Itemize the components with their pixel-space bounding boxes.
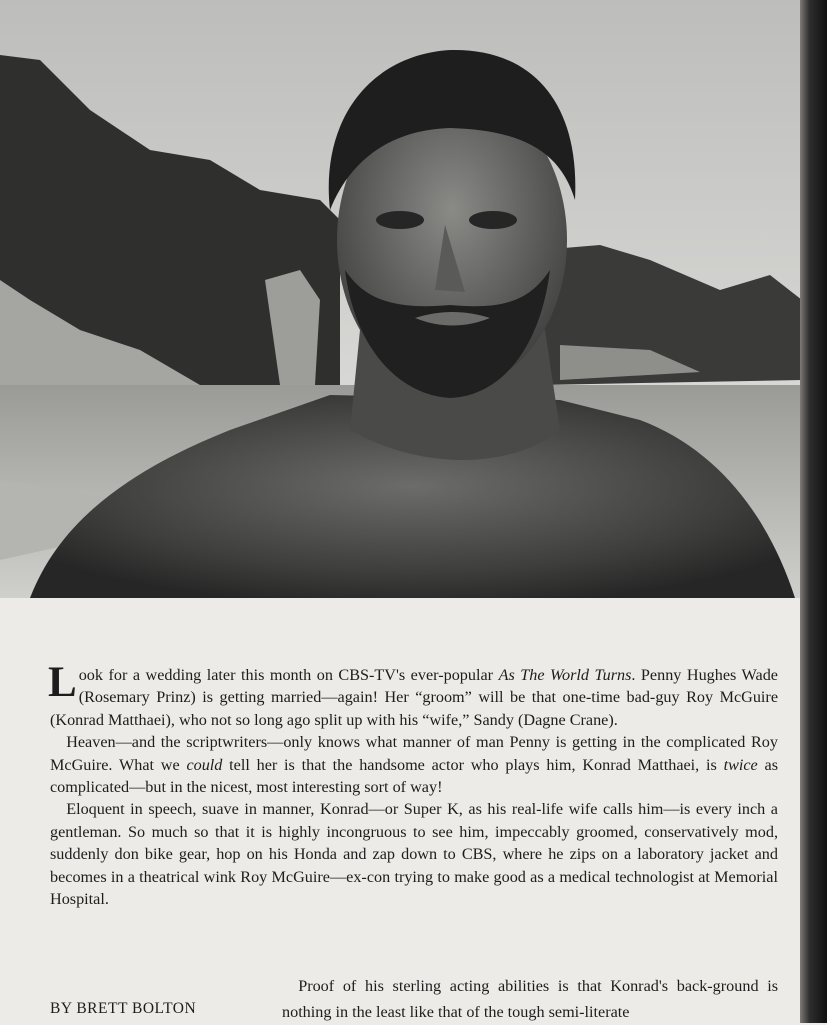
- paragraph-3: [50, 798, 778, 910]
- paragraph-2: [50, 731, 778, 798]
- article-body: [48, 659, 779, 910]
- page-gutter: [800, 0, 827, 1023]
- paragraph-1: [48, 659, 778, 731]
- p1-text-b: . Penny Hughes Wade (Rosemary Prinz) is getting married—again! Her “groom” will be that one-time bad-guy Roy McGuire (Konrad Matthaei), who not so long ago split up with his “wife,” Sandy (Dagne Crane).: [50, 666, 778, 729]
- tail-text: Proof of his sterling acting abilities is that Konrad's back-ground is nothing in the least like that of the tough semi-literate: [282, 977, 778, 1021]
- byline: BY BRETT BOLTON: [50, 1000, 197, 1017]
- p2-text-a: Heaven—and the scriptwriters—only knows what manner of man Penny is getting in the complicated Roy McGuire. What we: [50, 733, 778, 774]
- p3-text: Eloquent in speech, suave in manner, Konrad—or Super K, as his real-life wife calls him—is every inch a gentleman. So much so that it is highly incongruous to see him, impeccably groomed, conservatively mod, suddenly don bike gear, hop on his Honda and zap down to CBS, where he zips on a laboratory jacket and becomes in a theatrical wink Roy McGuire—ex-con trying to make good as a medical technologist at Memorial Hospital.: [50, 800, 778, 909]
- drop-cap: L: [48, 659, 77, 706]
- p2-text-b: tell her is that the handsome actor who plays him, Konrad Matthaei, is: [222, 755, 724, 774]
- p2-text-c: as complicated—but in the nicest, most interesting sort of way!: [50, 755, 779, 797]
- show-title: As The World Turns: [498, 666, 632, 684]
- p2-italic-twice: twice: [723, 755, 758, 774]
- p1-text-a: ook for a wedding later this month on CBS-TV's ever-popular: [78, 666, 499, 684]
- article-continuation: [282, 973, 778, 1025]
- p2-italic-could: could: [186, 755, 223, 774]
